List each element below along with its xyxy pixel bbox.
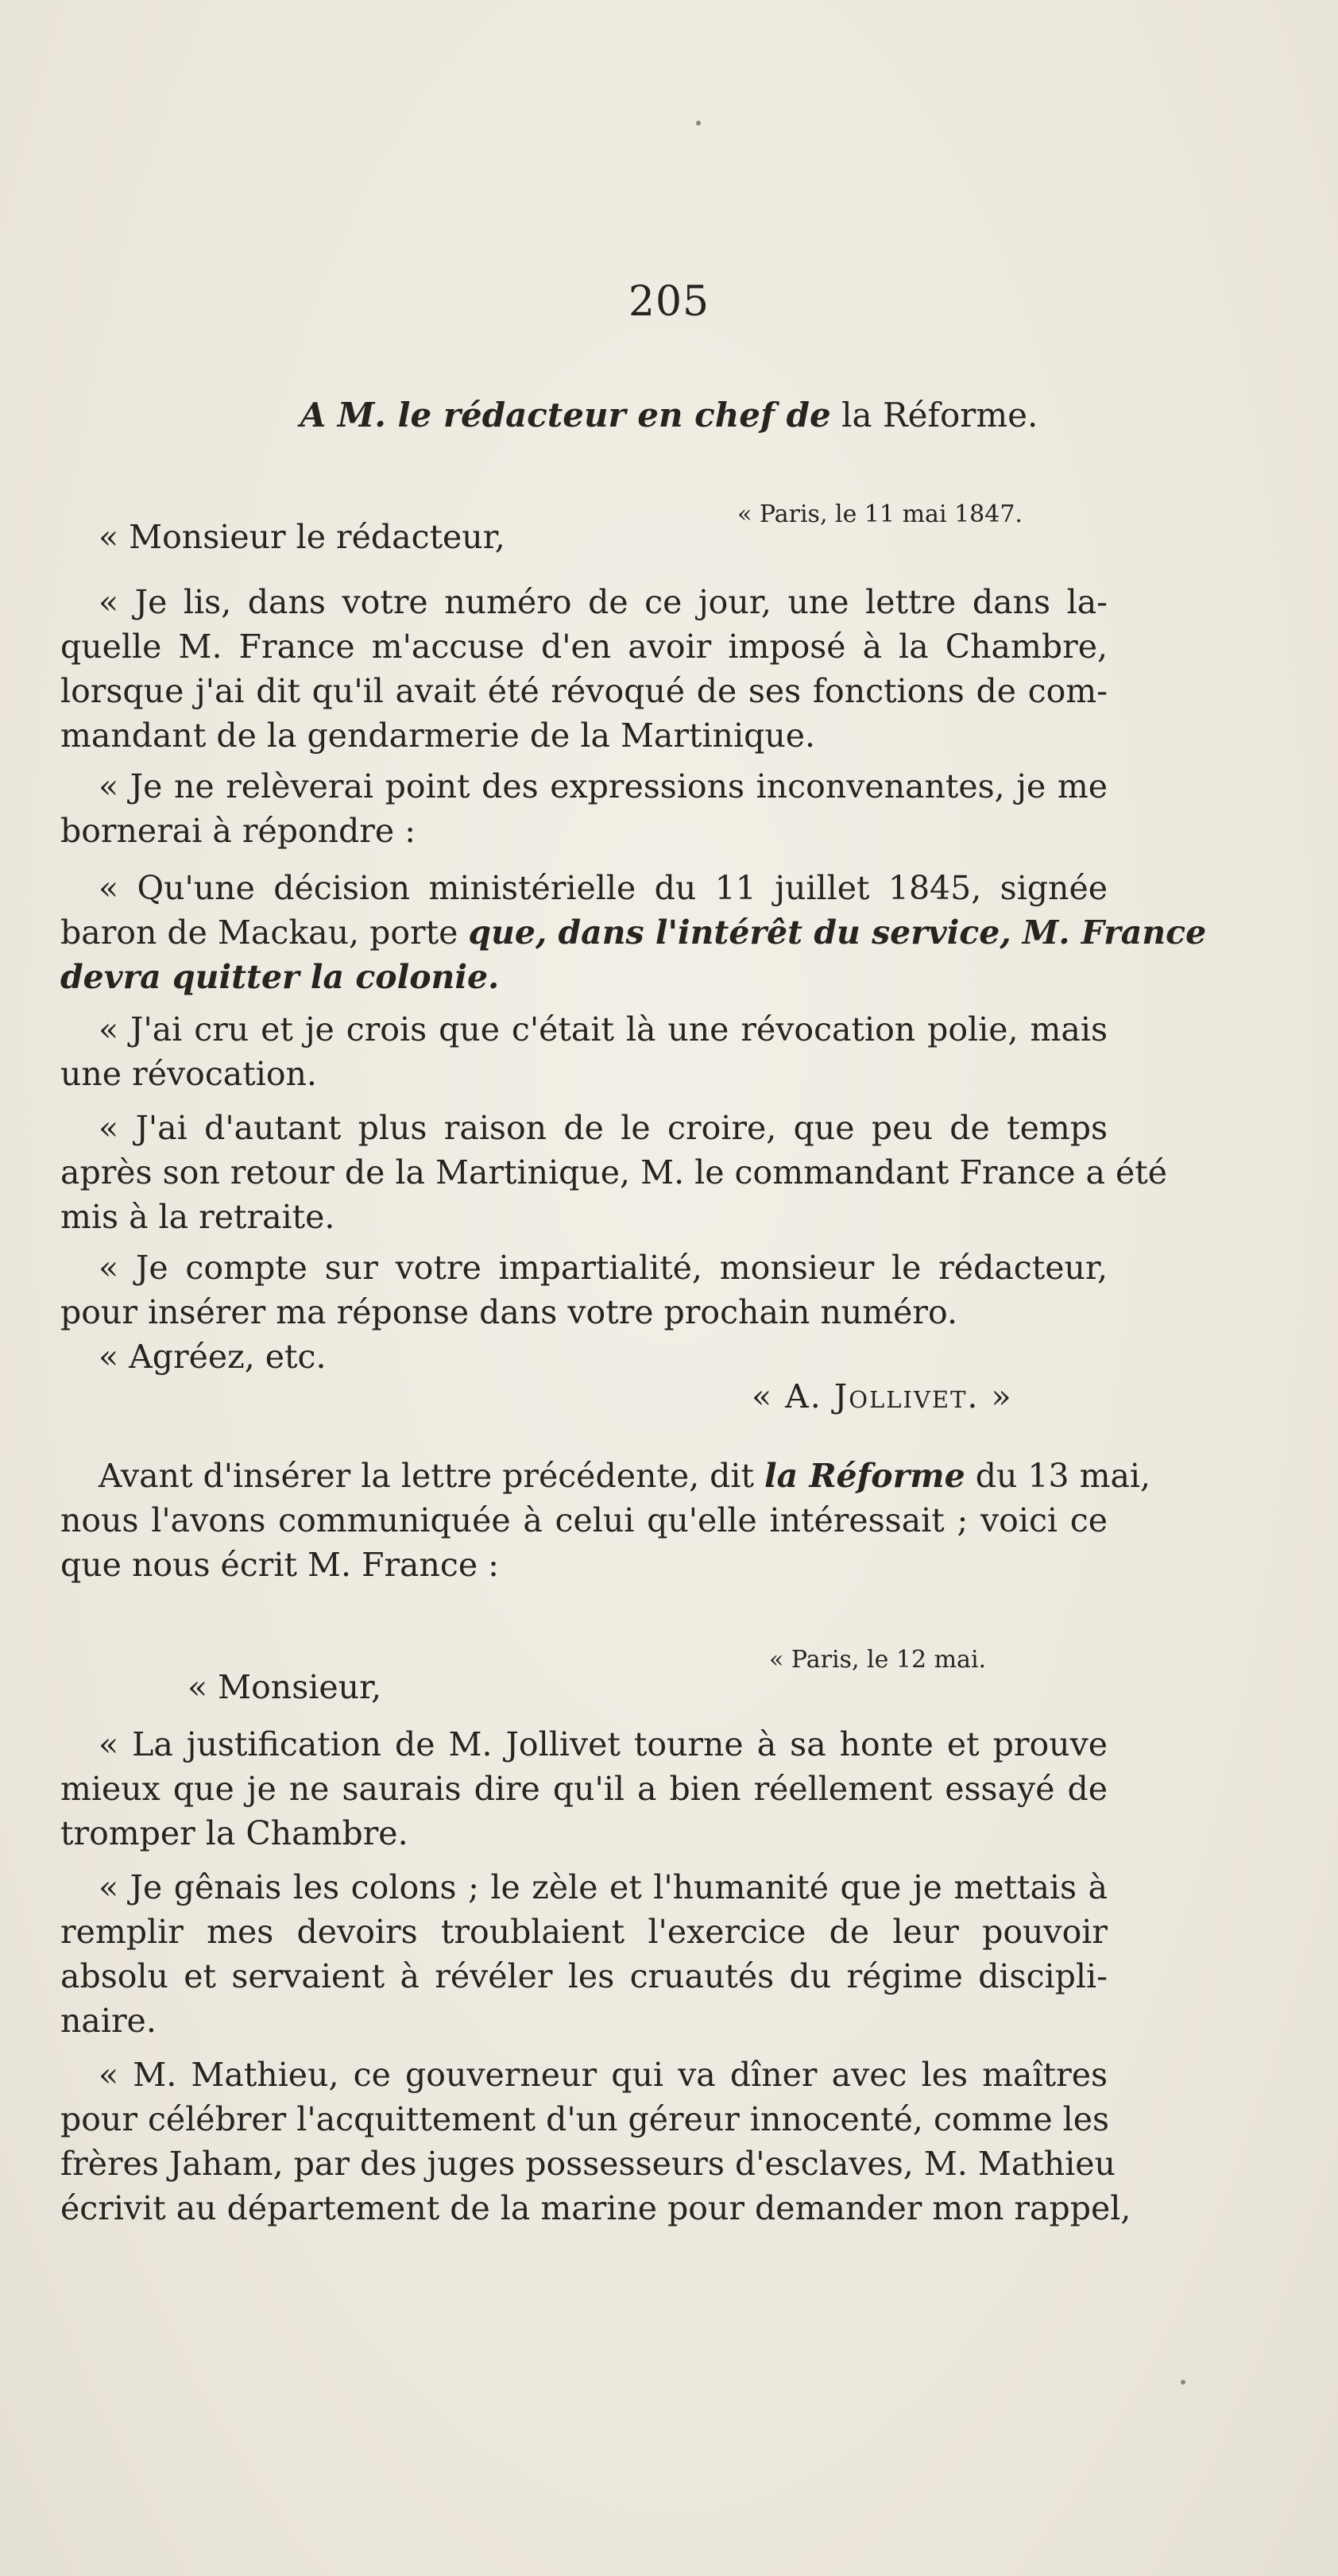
text-line: après son retour de la Martinique, M. le commandant France a été bbox=[60, 1153, 1168, 1191]
quoted-decision-end: devra quitter la colonie. bbox=[60, 958, 500, 996]
text-line: pour insérer ma réponse dans votre prochain numéro. bbox=[60, 1293, 958, 1331]
text-line bbox=[60, 910, 1207, 955]
text-line: « Je gênais les colons ; le zèle et l'humanité que je mettais à bbox=[99, 1868, 1108, 1906]
text-line: frères Jaham, par des juges possesseurs d'esclaves, M. Mathieu bbox=[60, 2145, 1116, 2183]
text-line: lorsque j'ai dit qu'il avait été révoqué de ses fonctions de com- bbox=[60, 672, 1108, 710]
text-line: mieux que je ne saurais dire qu'il a bien réellement essayé de bbox=[60, 1770, 1108, 1808]
text-line: bornerai à répondre : bbox=[60, 812, 416, 850]
text-line: mandant de la gendarmerie de la Martinique. bbox=[60, 716, 816, 755]
text-line: remplir mes devoirs troublaient l'exercice de leur pouvoir bbox=[60, 1913, 1108, 1951]
text-line: « Je ne relèverai point des expressions inconvenantes, je me bbox=[99, 767, 1108, 805]
text-line: mis à la retraite. bbox=[60, 1198, 335, 1236]
letter1-dateline: « Paris, le 11 mai 1847. bbox=[737, 500, 1023, 528]
publication-name: la Réforme bbox=[764, 1457, 965, 1495]
letter-heading bbox=[0, 396, 1338, 434]
text-line: une révocation. bbox=[60, 1055, 317, 1093]
text-line: « La justification de M. Jollivet tourne à sa honte et prouve bbox=[99, 1725, 1108, 1763]
text-line: nous l'avons communiquée à celui qu'elle intéressait ; voici ce bbox=[60, 1501, 1108, 1539]
letter1-signature: « A. Jollivet. » bbox=[752, 1377, 1013, 1415]
heading-publication: la Réforme. bbox=[841, 396, 1038, 434]
text-line bbox=[99, 1454, 1151, 1498]
paper-spot bbox=[696, 121, 701, 126]
text-line: « Qu'une décision ministérielle du 11 juillet 1845, signée bbox=[99, 869, 1108, 907]
text-line: « Je lis, dans votre numéro de ce jour, une lettre dans la- bbox=[99, 583, 1108, 621]
quoted-decision: que, dans l'intérêt du service, M. France bbox=[468, 913, 1207, 952]
text-line: « J'ai cru et je crois que c'était là une révocation polie, mais bbox=[99, 1010, 1108, 1049]
text-run: Avant d'insérer la lettre précédente, dit bbox=[99, 1457, 765, 1495]
text-line: « Je compte sur votre impartialité, monsieur le rédacteur, bbox=[99, 1249, 1108, 1287]
text-line: « M. Mathieu, ce gouverneur qui va dîner avec les maîtres bbox=[99, 2056, 1108, 2094]
paper-spot bbox=[1181, 2380, 1185, 2385]
text-run: baron de Mackau, porte bbox=[60, 913, 469, 952]
letter2-dateline: « Paris, le 12 mai. bbox=[769, 1646, 987, 1674]
heading-addressee: A M. le rédacteur en chef de bbox=[300, 396, 831, 434]
text-line: écrivit au département de la marine pour demander mon rappel, bbox=[60, 2189, 1131, 2227]
text-line: « J'ai d'autant plus raison de le croire, que peu de temps bbox=[99, 1109, 1108, 1147]
text-line: pour célébrer l'acquittement d'un géreur innocenté, comme les bbox=[60, 2100, 1110, 2138]
text-line: naire. bbox=[60, 2002, 157, 2040]
letter1-closing: « Agréez, etc. bbox=[99, 1338, 327, 1376]
text-run: du 13 mai, bbox=[965, 1457, 1151, 1495]
letter1-salutation: « Monsieur le rédacteur, bbox=[99, 518, 505, 556]
text-line: tromper la Chambre. bbox=[60, 1814, 408, 1852]
text-line: quelle M. France m'accuse d'en avoir imposé à la Chambre, bbox=[60, 628, 1108, 666]
text-line: absolu et servaient à révéler les cruautés du régime discipli- bbox=[60, 1957, 1108, 1995]
letter2-salutation: « Monsieur, bbox=[188, 1668, 382, 1706]
page-number: 205 bbox=[628, 278, 710, 326]
text-line: que nous écrit M. France : bbox=[60, 1546, 499, 1584]
